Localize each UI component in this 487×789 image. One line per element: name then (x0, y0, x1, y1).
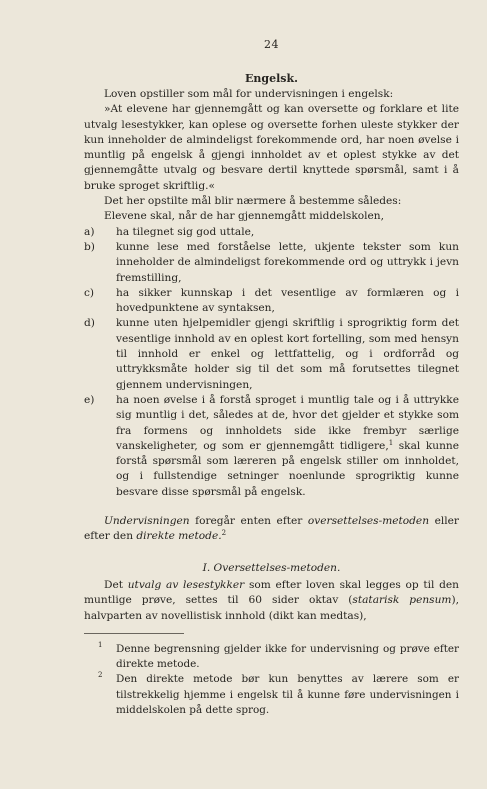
list-item (84, 225, 459, 240)
selection-paragraph (84, 578, 459, 624)
law-quote-paragraph: »At elevene har gjennemgått og kan oversette og forklare et lite utvalg lesestykker, kan oplese og oversette forhen uleste stykker der kun inneholder de almindeligst forekommende ord, har noen øvelse i muntlig på engelsk å gjengi innholdet av et oplest stykke av det gjennemgåtte utvalg og besvare dertil knyttede spørsmål, samt i å bruke sproget skriftlig.« (84, 103, 459, 192)
footnote-ref: 2 (221, 529, 227, 538)
list-text: ha tilegnet sig god uttale, (116, 225, 255, 238)
list-item (84, 316, 459, 392)
footnote-ref: 1 (388, 438, 394, 447)
emphasis-text: oversettelses-metoden (307, 515, 430, 528)
list-item (84, 286, 459, 317)
text-run: eller efter den (84, 515, 459, 543)
footnote-divider (84, 633, 184, 634)
section-heading: Engelsk. (245, 72, 298, 85)
footnote (84, 672, 459, 718)
list-text: kunne lese med forståelse lette, ukjente tekster som kun inneholder de almindeligst forekommende ord og uttrykk i jevn fremstilling, (116, 240, 459, 284)
list-text: ha sikker kunnskap i det vesentlige av formlæren og i hovedpunktene av syntaksen, (116, 286, 459, 315)
emphasis-text: direkte metode. (136, 530, 222, 543)
footnote-text: Den direkte metode bør kun benyttes av lærere som er tilstrekkelig hjemme i engelsk til å kunne føre undervisningen i middelskolen på dette sprog. (116, 673, 459, 716)
list-text: kunne uten hjelpemidler gjengi skriftlig i sprogriktig form det vesentlige innhold av en oplest kort fortelling, som med hensyn til innhold er enkel og lettfattelig, og i ordforråd og uttrykksmåte holder sig til det som må forutsettes tilegnet gjennem undervisningen, (116, 317, 459, 391)
emphasis-text: Undervisningen (104, 515, 190, 528)
intro-paragraph: Loven opstiller som mål for undervisningen i engelsk: (104, 88, 394, 100)
goals-list (84, 225, 459, 500)
methods-paragraph (84, 514, 459, 545)
emphasis-text: utvalg av lesestykker (127, 578, 245, 591)
page-number: 24 (264, 38, 279, 51)
list-label: e) (84, 393, 95, 406)
list-label: a) (84, 225, 95, 238)
emphasis-text: statarisk pensum (352, 594, 452, 607)
footnote-text: Denne begrensning gjelder ikke for undervisning og prøve efter direkte metode. (116, 642, 459, 671)
list-item (84, 393, 459, 500)
list-label: b) (84, 240, 95, 253)
section-title (84, 561, 459, 576)
list-label: c) (84, 286, 95, 299)
text-run: ), halvparten av novellistisk innhold (dikt kan medtas), (84, 594, 459, 622)
footnote-marker: 2 (98, 671, 103, 680)
pupils-paragraph: Elevene skal, når de har gjennemgått middelskolen, (104, 210, 384, 223)
text-run: foregår enten efter (189, 515, 308, 528)
list-label: d) (84, 317, 95, 330)
list-text: ha noen øvelse i å forstå sproget i muntlig tale og i å uttrykke sig muntlig i det, således at de, hvor det gjelder et stykke som fra formens og innholdets side ikke frembyr særlige vanskeligheter, og som er gjennemgått tidligere, (116, 393, 459, 452)
text-run: som efter loven skal legges op til den muntlige prøve, settes til 60 sider oktav ( (84, 578, 459, 607)
goals-paragraph: Det her opstilte mål blir nærmere å bestemme således: (104, 195, 402, 208)
footnote-marker: 1 (98, 640, 103, 649)
section-title-text: I. Oversettelses-metoden. (202, 561, 341, 574)
list-text-cont: skal kunne forstå spørsmål som læreren på engelsk stiller om innholdet, og i fullstendige setninger noenlunde sprogriktig kunne besvare disse spørsmål på engelsk. (116, 439, 460, 498)
footnote (84, 642, 459, 673)
text-run: Det (104, 578, 128, 591)
list-item (84, 240, 459, 286)
